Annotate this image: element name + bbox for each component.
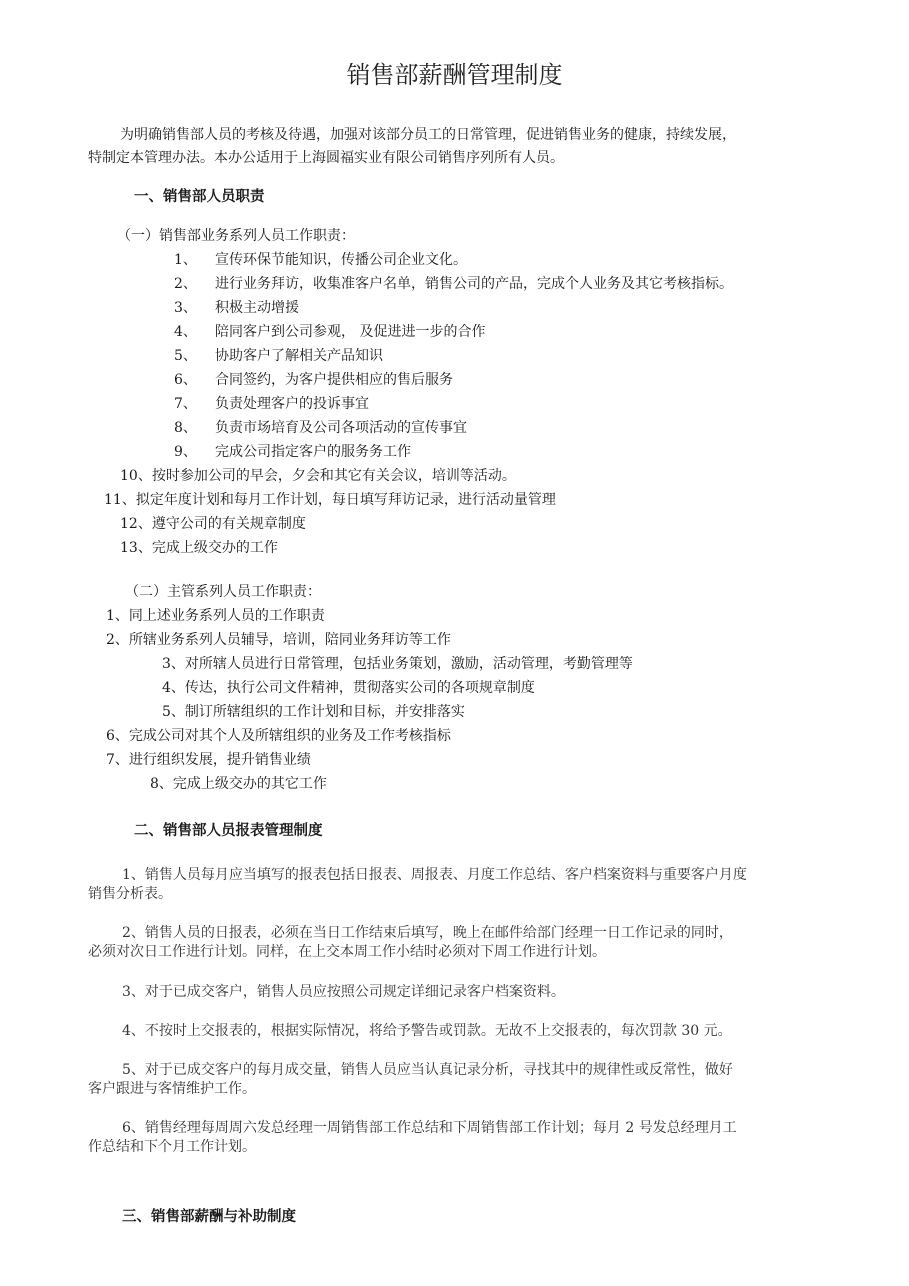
- list-item: 7、进行组织发展，提升销售业绩: [106, 752, 311, 768]
- list-item-text: 负责市场培育及公司各项活动的宣传事宜: [215, 420, 467, 436]
- list-item-text: 进行业务拜访，收集准客户名单，销售公司的产品，完成个人业务及其它考核指标。: [215, 276, 733, 292]
- paragraph-line: 2、销售人员的日报表，必须在当日工作结束后填写，晚上在邮件给部门经理一日工作记录的同时，: [122, 925, 733, 941]
- list-item-num: 3、: [174, 300, 197, 316]
- intro-line-2: 特制定本管理办法。本办公适用于上海圆福实业有限公司销售序列所有人员。: [88, 150, 564, 166]
- list-item-num: 5、: [174, 348, 197, 364]
- section1-sub2-heading: （二）主管系列人员工作职责：: [125, 584, 321, 600]
- paragraph-line: 1、销售人员每月应当填写的报表包括日报表、周报表、月度工作总结、客户档案资料与重要客户月度: [122, 867, 747, 883]
- list-item-text: 完成公司指定客户的服务务工作: [215, 444, 411, 460]
- section2-heading: 二、销售部人员报表管理制度: [134, 822, 323, 839]
- list-item-text: 合同签约，为客户提供相应的售后服务: [215, 372, 453, 388]
- list-item-text: 负责处理客户的投诉事宜: [215, 396, 369, 412]
- list-item-num: 7、: [174, 396, 197, 412]
- list-item: 3、对所辖人员进行日常管理，包括业务策划，激励，活动管理，考勤管理等: [162, 656, 633, 672]
- paragraph-line: 作总结和下个月工作计划。: [88, 1139, 256, 1155]
- list-item: 1、同上述业务系列人员的工作职责: [106, 608, 325, 624]
- list-item: 11、拟定年度计划和每月工作计划，每日填写拜访记录，进行活动量管理: [104, 492, 556, 508]
- list-item-text: 协助客户了解相关产品知识: [215, 348, 383, 364]
- section1-heading: 一、销售部人员职责: [134, 188, 265, 205]
- list-item-num: 1、: [174, 252, 197, 268]
- list-item-text: 陪同客户到公司参观， 及促进进一步的合作: [215, 324, 486, 340]
- list-item: 12、遵守公司的有关规章制度: [120, 516, 306, 532]
- section1-sub1-heading: （一）销售部业务系列人员工作职责：: [117, 228, 355, 244]
- paragraph-line: 必须对次日工作进行计划。同样，在上交本周工作小结时必须对下周工作进行计划。: [88, 944, 606, 960]
- document-title: 销售部薪酬管理制度: [346, 61, 563, 89]
- list-item: 10、按时参加公司的早会，夕会和其它有关会议，培训等活动。: [120, 468, 516, 484]
- list-item: 6、完成公司对其个人及所辖组织的业务及工作考核指标: [106, 728, 451, 744]
- paragraph-line: 6、销售经理每周周六发总经理一周销售部工作总结和下周销售部工作计划；每月 2 号发总经理月工: [122, 1120, 737, 1136]
- list-item-num: 8、: [174, 420, 197, 436]
- list-item: 8、完成上级交办的其它工作: [150, 776, 327, 792]
- paragraph-line: 3、对于已成交客户，销售人员应按照公司规定详细记录客户档案资料。: [122, 984, 565, 1000]
- list-item: 5、制订所辖组织的工作计划和目标，并安排落实: [162, 704, 465, 720]
- list-item: 13、完成上级交办的工作: [120, 540, 278, 556]
- list-item-text: 积极主动增援: [215, 300, 299, 316]
- list-item-num: 4、: [174, 324, 197, 340]
- paragraph-line: 销售分析表。: [88, 886, 172, 902]
- list-item: 2、所辖业务系列人员辅导，培训，陪同业务拜访等工作: [106, 632, 451, 648]
- list-item-num: 6、: [174, 372, 197, 388]
- list-item: 4、传达，执行公司文件精神，贯彻落实公司的各项规章制度: [162, 680, 535, 696]
- list-item-text: 宣传环保节能知识，传播公司企业文化。: [215, 252, 467, 268]
- paragraph-line: 客户跟进与客情维护工作。: [88, 1081, 256, 1097]
- paragraph-line: 4、不按时上交报表的，根据实际情况，将给予警告或罚款。无故不上交报表的，每次罚款 30 元。: [122, 1023, 732, 1039]
- list-item-num: 9、: [174, 444, 197, 460]
- section3-heading: 三、销售部薪酬与补助制度: [122, 1208, 296, 1225]
- list-item-num: 2、: [174, 276, 197, 292]
- intro-line-1: 为明确销售部人员的考核及待遇，加强对该部分员工的日常管理，促进销售业务的健康，持续发展，: [120, 127, 736, 143]
- paragraph-line: 5、对于已成交客户的每月成交量，销售人员应当认真记录分析，寻找其中的规律性或反常性，做好: [122, 1062, 733, 1078]
